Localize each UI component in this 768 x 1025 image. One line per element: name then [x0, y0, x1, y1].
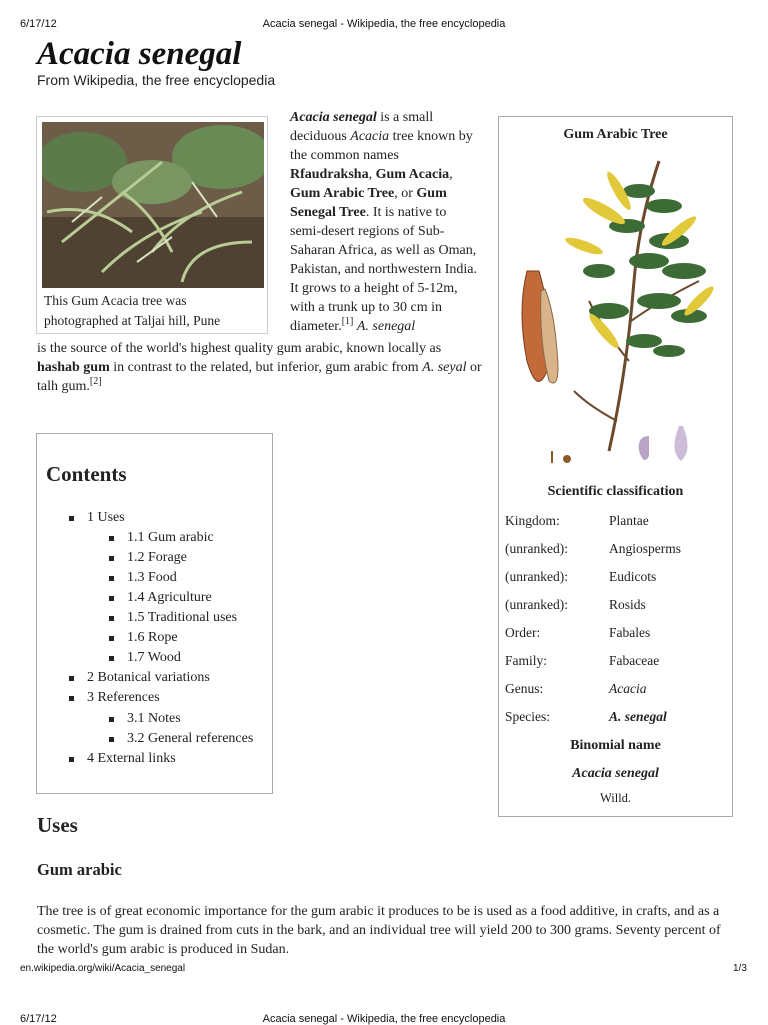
seyal-link[interactable]: A. seyal	[422, 360, 467, 375]
taxonomy-row	[505, 709, 725, 729]
taxonomy-value[interactable]: Fabales	[609, 625, 651, 640]
bullet-icon	[109, 596, 114, 601]
section-heading-gum-arabic: Gum arabic	[37, 860, 122, 879]
common-name: Rfaudraksha	[290, 167, 369, 182]
bullet-icon	[109, 556, 114, 561]
bullet-icon	[69, 676, 74, 681]
toc-label: 3.2 General references	[127, 731, 254, 746]
common-name: Gum Senegal Tree	[290, 186, 447, 220]
taxonomy-row	[505, 653, 725, 673]
taxonomy-rank: (unranked):	[505, 541, 568, 556]
bullet-icon	[109, 636, 114, 641]
intro-text: tree known by the common names	[290, 129, 473, 163]
intro-paragraph-continued	[37, 339, 487, 396]
intro-text: . It is native to semi-desert regions of Sub-Saharan Africa, as well as Oman, Pakistan, and northwestern India. It grows to a height of 5-12m, with a trunk up to 30 cm in diameter.	[290, 205, 478, 334]
print-page-title: Acacia senegal - Wikipedia, the free encyclopedia	[262, 18, 506, 30]
infobox-heading: Gum Arabic Tree	[563, 127, 668, 142]
intro-text: is the source of the world's highest quality gum arabic, known locally as	[37, 341, 442, 356]
toc-label: 3.1 Notes	[127, 711, 181, 726]
toc-label: 1.1 Gum arabic	[127, 530, 214, 545]
intro-text: is a small deciduous	[290, 110, 434, 144]
infobox-classification-heading: Scientific classification	[547, 484, 684, 499]
print-page-number: 1/3	[733, 963, 747, 974]
taxonomy-rank: Order:	[505, 625, 541, 640]
bullet-icon	[109, 717, 114, 722]
local-name: hashab gum	[37, 360, 110, 375]
taxonomy-value: A. senegal	[609, 709, 667, 724]
bullet-icon	[69, 696, 74, 701]
taxonomy-rank: (unranked):	[505, 597, 568, 612]
bullet-icon	[109, 536, 114, 541]
next-page-title: Acacia senegal - Wikipedia, the free encyclopedia	[262, 1013, 506, 1025]
bullet-icon	[69, 516, 74, 521]
taxonomy-value[interactable]: Acacia	[609, 681, 647, 696]
photo-thumbnail	[36, 116, 268, 334]
toc-label: 3 References	[87, 690, 160, 705]
toc-item[interactable]	[127, 570, 177, 586]
common-name: Gum Acacia	[375, 167, 450, 182]
binomial-authority: Willd.	[599, 791, 632, 805]
toc-item[interactable]	[127, 731, 253, 747]
toc-label: 1.7 Wood	[127, 650, 181, 665]
toc-item[interactable]	[127, 550, 187, 566]
botanical-illustration[interactable]	[509, 151, 724, 481]
taxonomy-rank: Kingdom:	[505, 513, 560, 528]
taxonomy-rank: (unranked):	[505, 569, 568, 584]
common-name: Gum Arabic Tree	[290, 186, 395, 201]
taxonomy-row	[505, 569, 725, 589]
toc-item[interactable]	[127, 711, 181, 727]
taxonomy-value[interactable]: Angiosperms	[609, 541, 681, 556]
toc-item[interactable]	[127, 610, 237, 626]
toc-item[interactable]	[87, 670, 210, 686]
toc-label: 1.2 Forage	[127, 550, 187, 565]
taxonomy-value[interactable]: Plantae	[609, 513, 649, 528]
taxonomy-row	[505, 597, 725, 617]
taxonomy-value[interactable]: Rosids	[609, 597, 646, 612]
toc-item[interactable]	[127, 590, 212, 606]
toc-label: 4 External links	[87, 751, 176, 766]
reference-link[interactable]: [2]	[89, 376, 102, 387]
bullet-icon	[109, 656, 114, 661]
toc-item[interactable]	[87, 510, 125, 526]
taxonomy-rank: Family:	[505, 653, 548, 668]
toc-label: 1.5 Traditional uses	[127, 610, 238, 625]
print-url: en.wikipedia.org/wiki/Acacia_senegal	[20, 963, 186, 974]
toc-item[interactable]	[87, 690, 160, 706]
toc-item[interactable]	[127, 650, 181, 666]
toc-label: 2 Botanical variations	[87, 670, 210, 685]
taxonomy-value[interactable]: Eudicots	[609, 569, 657, 584]
taxonomy-row	[505, 625, 725, 645]
toc-item[interactable]	[87, 751, 176, 767]
reference-link[interactable]: [1]	[341, 316, 354, 327]
photo-caption: This Gum Acacia tree was photographed at Taljai hill, Pune	[44, 293, 221, 328]
section-heading-uses: Uses	[37, 813, 78, 837]
acacia-photo[interactable]	[42, 122, 264, 288]
taxonomy-value[interactable]: Fabaceae	[609, 653, 660, 668]
bullet-icon	[109, 737, 114, 742]
gum-arabic-paragraph: The tree is of great economic importance for the gum arabic it produces to be is used as a food additive, in crafts, and as a cosmetic. The gum is drained from cuts in the bark, and an individual tree will yield 200 to 300 grams. Seventy percent of the world's gum arabic is produced in Sudan.	[37, 904, 721, 957]
toc-item[interactable]	[127, 630, 178, 646]
genus-link[interactable]: Acacia	[350, 129, 390, 144]
bullet-icon	[109, 576, 114, 581]
taxonomy-row	[505, 681, 725, 701]
toc-label: 1 Uses	[87, 510, 125, 525]
taxobox	[498, 116, 733, 817]
species-abbr: A. senegal	[356, 319, 416, 334]
binomial-heading: Binomial name	[570, 738, 661, 753]
bullet-icon	[69, 757, 74, 762]
intro-text: ,	[449, 167, 453, 182]
table-of-contents	[36, 433, 273, 794]
intro-text: ,	[368, 167, 376, 182]
binomial-name: Acacia senegal	[572, 766, 659, 781]
toc-label: 1.4 Agriculture	[127, 590, 212, 605]
print-date: 6/17/12	[20, 18, 57, 30]
intro-paragraph	[290, 108, 480, 336]
toc-title: Contents	[46, 462, 127, 486]
taxonomy-row	[505, 541, 725, 561]
page-title: Acacia senegal	[37, 36, 242, 72]
intro-text: , or	[394, 186, 417, 201]
intro-text: in contrast to the related, but inferior, gum arabic from	[109, 360, 423, 375]
bullet-icon	[109, 616, 114, 621]
next-page-date: 6/17/12	[20, 1013, 57, 1025]
toc-label: 1.6 Rope	[127, 630, 178, 645]
taxonomy-rank: Species:	[505, 709, 550, 724]
taxonomy-rank: Genus:	[505, 681, 544, 696]
intro-name: Acacia senegal	[290, 110, 377, 125]
taxonomy-row	[505, 513, 725, 533]
toc-item[interactable]	[127, 530, 214, 546]
toc-label: 1.3 Food	[127, 570, 177, 585]
page-subtitle: From Wikipedia, the free encyclopedia	[37, 72, 276, 88]
intro-text: or talh gum.	[37, 360, 482, 394]
